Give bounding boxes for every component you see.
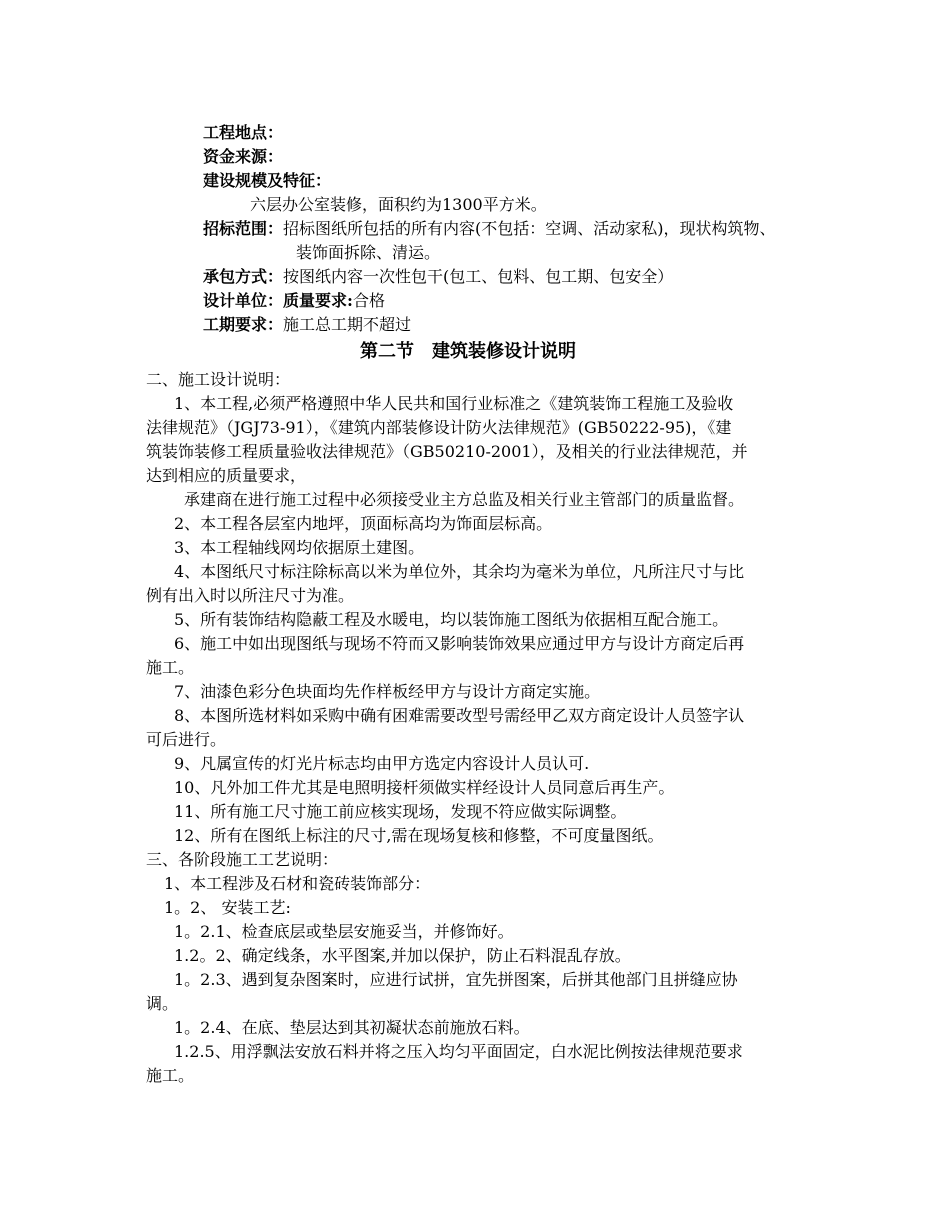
body-line: 1。2、 安装工艺:: [164, 898, 291, 917]
body-line: 4、本图纸尺寸标注除标高以米为单位外，其余均为毫米为单位，凡所注尺寸与比: [174, 562, 745, 581]
body-line: 7、油漆色彩分色块面均先作样板经甲方与设计方商定实施。: [174, 682, 601, 701]
schedule-requirement-label: 工期要求：: [203, 315, 284, 334]
body-line: 3、本工程轴线网均依据原土建图。: [174, 538, 425, 557]
body-line: 5、所有装饰结构隐蔽工程及水暖电，均以装饰施工图纸为依据相互配合施工。: [174, 610, 729, 629]
quality-requirement-label: 质量要求:: [283, 291, 353, 310]
contract-method-row: [203, 267, 673, 287]
body-line: 9、凡属宣传的灯光片标志均由甲方选定内容设计人员认可.: [174, 754, 590, 773]
body-line: 1。2.1、检查底层或垫层安施妥当，并修饰好。: [174, 922, 514, 941]
body-line: 1.2。2、确定线条，水平图案,并加以保护，防止石料混乱存放。: [174, 946, 631, 965]
body-line: 2、本工程各层室内地坪，顶面标高均为饰面层标高。: [174, 514, 553, 533]
body-line: 达到相应的质量要求，: [146, 466, 307, 485]
body-line: 1。2.3、遇到复杂图案时，应进行试拼，宜先拼图案，后拼其他部门且拼缝应协: [174, 970, 738, 989]
body-line: 11、所有施工尺寸施工前应核实现场，发现不符应做实际调整。: [174, 802, 627, 821]
funding-source-label: 资金来源：: [203, 147, 284, 166]
body-line: 1、本工程涉及石材和瓷砖装饰部分：: [164, 874, 431, 893]
schedule-row: [203, 315, 411, 335]
design-unit-label: 设计单位：: [203, 291, 284, 310]
body-line: 1。2.4、在底、垫层达到其初凝状态前施放石料。: [174, 1018, 530, 1037]
bid-scope-text: 招标图纸所包括的所有内容(不包括：空调、活动家私)，现状构筑物、: [283, 219, 776, 238]
body-line: 6、施工中如出现图纸与现场不符而又影响装饰效果应通过甲方与设计方商定后再: [174, 634, 745, 653]
contract-method-label: 承包方式：: [203, 267, 284, 286]
construction-scale-label: 建设规模及特征：: [203, 171, 332, 190]
body-line: 12、所有在图纸上标注的尺寸,需在现场复核和修整，不可度量图纸。: [174, 826, 664, 845]
section-heading-design-notes: 二、施工设计说明：: [146, 370, 291, 389]
design-quality-row: [203, 291, 385, 311]
body-line: 筑装饰装修工程质量验收法律规范》（GB50210-2001），及相关的行业法律规范，并: [146, 442, 748, 461]
body-line: 1、本工程,必须严格遵照中华人民共和国行业标准之《建筑装饰工程施工及验收: [174, 394, 734, 413]
bid-scope-row: [203, 219, 776, 239]
contract-method-text: 按图纸内容一次性包干(包工、包料、包工期、包安全）: [283, 267, 674, 286]
body-line: 调。: [146, 994, 179, 1013]
body-line: 施工。: [146, 658, 195, 677]
bid-scope-label: 招标范围：: [203, 219, 284, 238]
schedule-requirement-text: 施工总工期不超过: [283, 315, 412, 334]
construction-scale-text: 六层办公室装修，面积约为1300平方米。: [250, 195, 547, 214]
body-line: 10、凡外加工件尤其是电照明接杆须做实样经设计人员同意后再生产。: [174, 778, 675, 797]
body-line: 施工。: [146, 1066, 195, 1085]
bid-scope-text-continued: 装饰面拆除、清运。: [296, 243, 441, 262]
body-line: 例有出入时以所注尺寸为准。: [146, 586, 355, 605]
quality-requirement-text: 合格: [352, 291, 385, 310]
body-line: 1.2.5、用浮飘法安放石料并将之压入均匀平面固定，白水泥比例按法律规范要求: [174, 1042, 743, 1061]
section-heading-process-notes: 三、各阶段施工工艺说明：: [146, 850, 339, 869]
body-line: 可后进行。: [146, 730, 227, 749]
body-line: 承建商在进行施工过程中必须接受业主方总监及相关行业主管部门的质量监督。: [184, 490, 745, 509]
body-line: 8、本图所选材料如采购中确有困难需要改型号需经甲乙双方商定设计人员签字认: [174, 706, 745, 725]
project-location-label: 工程地点：: [203, 123, 284, 142]
body-line: 法律规范》（JGJ73-91），《建筑内部装修设计防火法律规范》(GB50222-95)，《建: [146, 418, 732, 437]
section-title: 第二节 建筑装修设计说明: [360, 341, 576, 362]
